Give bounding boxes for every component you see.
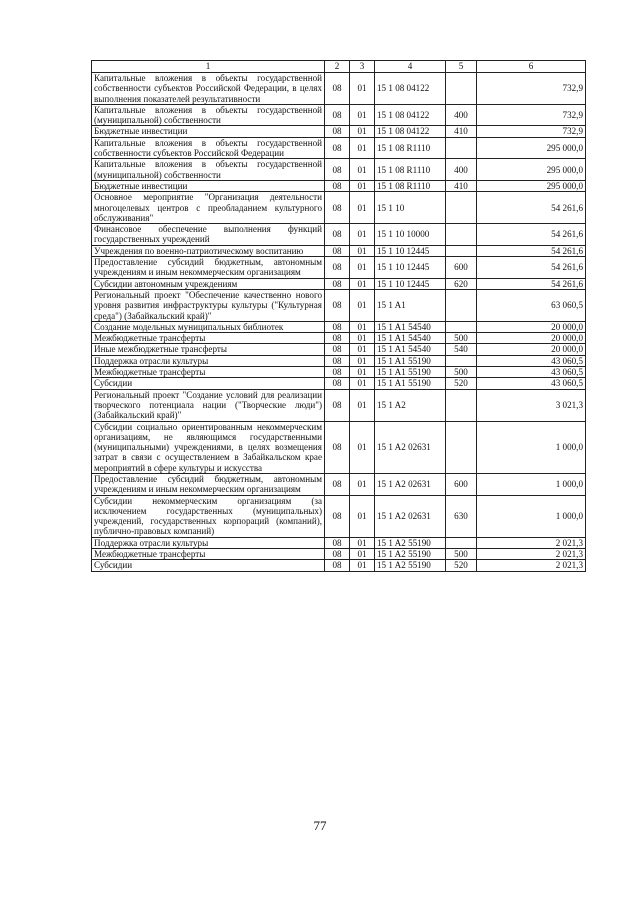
- item-name-cell: Субсидии автономным учреждениям: [92, 278, 325, 289]
- subsection-code-cell: 01: [350, 245, 375, 256]
- amount-cell: 20 000,0: [477, 321, 586, 332]
- item-name-cell: Региональный проект "Обеспечение качественно нового уровня развития инфраструктуры культуры ("Культурная среда") (Забайкальский край)": [92, 289, 325, 321]
- section-code-cell: 08: [325, 495, 350, 537]
- expense-type-code-cell: 540: [446, 344, 477, 355]
- subsection-code-cell: 01: [350, 389, 375, 421]
- subsection-code-cell: 01: [350, 378, 375, 389]
- column-header: 3: [350, 61, 375, 73]
- table-row: [92, 473, 586, 495]
- item-name-cell: Межбюджетные трансферты: [92, 333, 325, 344]
- subsection-code-cell: 01: [350, 104, 375, 126]
- section-code-cell: 08: [325, 224, 350, 246]
- subsection-code-cell: 01: [350, 180, 375, 191]
- item-name-cell: Субсидии: [92, 560, 325, 571]
- amount-cell: 732,9: [477, 104, 586, 126]
- item-name-cell: Поддержка отрасли культуры: [92, 355, 325, 366]
- expense-type-code-cell: [446, 389, 477, 421]
- target-article-code-cell: 15 1 A2: [375, 389, 446, 421]
- item-name-cell: Межбюджетные трансферты: [92, 549, 325, 560]
- table-row: [92, 137, 586, 159]
- subsection-code-cell: 01: [350, 159, 375, 181]
- amount-cell: 54 261,6: [477, 224, 586, 246]
- amount-cell: 43 060,5: [477, 367, 586, 378]
- target-article-code-cell: 15 1 A2 02631: [375, 495, 446, 537]
- expense-type-code-cell: 400: [446, 104, 477, 126]
- item-name-cell: Финансовое обеспечение выполнения функций государственных учреждений: [92, 224, 325, 246]
- expense-type-code-cell: 600: [446, 473, 477, 495]
- expense-type-code-cell: 410: [446, 180, 477, 191]
- target-article-code-cell: 15 1 08 04122: [375, 104, 446, 126]
- section-code-cell: 08: [325, 367, 350, 378]
- target-article-code-cell: 15 1 08 R1110: [375, 159, 446, 181]
- target-article-code-cell: 15 1 A2 55190: [375, 560, 446, 571]
- subsection-code-cell: 01: [350, 289, 375, 321]
- target-article-code-cell: 15 1 A1: [375, 289, 446, 321]
- target-article-code-cell: 15 1 A1 55190: [375, 367, 446, 378]
- amount-cell: 63 060,5: [477, 289, 586, 321]
- section-code-cell: 08: [325, 378, 350, 389]
- expense-type-code-cell: [446, 355, 477, 366]
- section-code-cell: 08: [325, 278, 350, 289]
- table-row: [92, 224, 586, 246]
- expense-type-code-cell: 620: [446, 278, 477, 289]
- expense-type-code-cell: [446, 537, 477, 548]
- item-name-cell: Капитальные вложения в объекты государственной (муниципальной) собственности: [92, 159, 325, 181]
- target-article-code-cell: 15 1 A1 55190: [375, 355, 446, 366]
- table-row: [92, 389, 586, 421]
- amount-cell: 2 021,3: [477, 537, 586, 548]
- table-row: [92, 73, 586, 105]
- subsection-code-cell: 01: [350, 278, 375, 289]
- target-article-code-cell: 15 1 10 12445: [375, 257, 446, 279]
- item-name-cell: Учреждения по военно-патриотическому воспитанию: [92, 245, 325, 256]
- item-name-cell: Иные межбюджетные трансферты: [92, 344, 325, 355]
- subsection-code-cell: 01: [350, 333, 375, 344]
- table-row: [92, 333, 586, 344]
- item-name-cell: Бюджетные инвестиции: [92, 126, 325, 137]
- table-row: [92, 104, 586, 126]
- item-name-cell: Межбюджетные трансферты: [92, 367, 325, 378]
- table-row: [92, 421, 586, 473]
- budget-table: [91, 60, 586, 572]
- section-code-cell: 08: [325, 73, 350, 105]
- section-code-cell: 08: [325, 473, 350, 495]
- section-code-cell: 08: [325, 321, 350, 332]
- subsection-code-cell: 01: [350, 560, 375, 571]
- item-name-cell: Бюджетные инвестиции: [92, 180, 325, 191]
- expense-type-code-cell: [446, 289, 477, 321]
- section-code-cell: 08: [325, 389, 350, 421]
- item-name-cell: Капитальные вложения в объекты государственной собственности субъектов Российской Федерации: [92, 137, 325, 159]
- section-code-cell: 08: [325, 245, 350, 256]
- amount-cell: 20 000,0: [477, 333, 586, 344]
- section-code-cell: 08: [325, 104, 350, 126]
- target-article-code-cell: 15 1 A2 02631: [375, 421, 446, 473]
- page-number: 77: [313, 818, 327, 833]
- target-article-code-cell: 15 1 A2 55190: [375, 549, 446, 560]
- item-name-cell: Капитальные вложения в объекты государственной (муниципальной) собственности: [92, 104, 325, 126]
- column-header: 5: [446, 61, 477, 73]
- table-row: [92, 355, 586, 366]
- item-name-cell: Предоставление субсидий бюджетным, автономным учреждениям и иным некоммерческим организациям: [92, 257, 325, 279]
- amount-cell: 54 261,6: [477, 192, 586, 224]
- item-name-cell: Поддержка отрасли культуры: [92, 537, 325, 548]
- table-row: [92, 192, 586, 224]
- subsection-code-cell: 01: [350, 321, 375, 332]
- section-code-cell: 08: [325, 137, 350, 159]
- target-article-code-cell: 15 1 A2 02631: [375, 473, 446, 495]
- expense-type-code-cell: 500: [446, 367, 477, 378]
- table-row: [92, 321, 586, 332]
- subsection-code-cell: 01: [350, 137, 375, 159]
- amount-cell: 732,9: [477, 73, 586, 105]
- item-name-cell: Субсидии: [92, 378, 325, 389]
- section-code-cell: 08: [325, 355, 350, 366]
- header-row: [92, 61, 586, 73]
- table-body: [92, 73, 586, 572]
- subsection-code-cell: 01: [350, 192, 375, 224]
- target-article-code-cell: 15 1 A1 55190: [375, 378, 446, 389]
- target-article-code-cell: 15 1 A2 55190: [375, 537, 446, 548]
- expense-type-code-cell: [446, 192, 477, 224]
- amount-cell: 1 000,0: [477, 473, 586, 495]
- table-header: [92, 61, 586, 73]
- item-name-cell: Субсидии социально ориентированным некоммерческим организациям, не являющимся государственными (муниципальными) учреждениями, в целях возмещения затрат в связи с осуществлением в Забайкальском крае мероприятий в сфере культуры и искусства: [92, 421, 325, 473]
- item-name-cell: Капитальные вложения в объекты государственной собственности субъектов Российской Федерации, в целях выполнения показателей результативности: [92, 73, 325, 105]
- table-row: [92, 495, 586, 537]
- table-row: [92, 180, 586, 191]
- section-code-cell: 08: [325, 192, 350, 224]
- expense-type-code-cell: [446, 73, 477, 105]
- target-article-code-cell: 15 1 A1 54540: [375, 321, 446, 332]
- section-code-cell: 08: [325, 180, 350, 191]
- item-name-cell: Субсидии некоммерческим организациям (за исключением государственных (муниципальных) учреждений, государственных корпораций (компаний), публично-правовых компаний): [92, 495, 325, 537]
- section-code-cell: 08: [325, 537, 350, 548]
- amount-cell: 295 000,0: [477, 180, 586, 191]
- target-article-code-cell: 15 1 10 12445: [375, 245, 446, 256]
- column-header: 1: [92, 61, 325, 73]
- subsection-code-cell: 01: [350, 473, 375, 495]
- amount-cell: 295 000,0: [477, 159, 586, 181]
- target-article-code-cell: 15 1 A1 54540: [375, 333, 446, 344]
- subsection-code-cell: 01: [350, 73, 375, 105]
- subsection-code-cell: 01: [350, 257, 375, 279]
- subsection-code-cell: 01: [350, 367, 375, 378]
- amount-cell: 54 261,6: [477, 245, 586, 256]
- expense-type-code-cell: 630: [446, 495, 477, 537]
- column-header: 6: [477, 61, 586, 73]
- target-article-code-cell: 15 1 08 R1110: [375, 180, 446, 191]
- expense-type-code-cell: 520: [446, 378, 477, 389]
- expense-type-code-cell: [446, 421, 477, 473]
- subsection-code-cell: 01: [350, 224, 375, 246]
- amount-cell: 1 000,0: [477, 495, 586, 537]
- table-row: [92, 257, 586, 279]
- expense-type-code-cell: [446, 224, 477, 246]
- target-article-code-cell: 15 1 08 R1110: [375, 137, 446, 159]
- table-row: [92, 278, 586, 289]
- subsection-code-cell: 01: [350, 126, 375, 137]
- expense-type-code-cell: [446, 245, 477, 256]
- target-article-code-cell: 15 1 10 10000: [375, 224, 446, 246]
- table-row: [92, 549, 586, 560]
- table-row: [92, 378, 586, 389]
- amount-cell: 43 060,5: [477, 355, 586, 366]
- subsection-code-cell: 01: [350, 355, 375, 366]
- section-code-cell: 08: [325, 289, 350, 321]
- item-name-cell: Предоставление субсидий бюджетным, автономным учреждениям и иным некоммерческим организациям: [92, 473, 325, 495]
- expense-type-code-cell: 400: [446, 159, 477, 181]
- table-row: [92, 245, 586, 256]
- table-row: [92, 159, 586, 181]
- subsection-code-cell: 01: [350, 495, 375, 537]
- column-header: 2: [325, 61, 350, 73]
- amount-cell: 20 000,0: [477, 344, 586, 355]
- expense-type-code-cell: 500: [446, 333, 477, 344]
- expense-type-code-cell: [446, 137, 477, 159]
- expense-type-code-cell: 500: [446, 549, 477, 560]
- section-code-cell: 08: [325, 159, 350, 181]
- amount-cell: 2 021,3: [477, 560, 586, 571]
- section-code-cell: 08: [325, 126, 350, 137]
- table-row: [92, 367, 586, 378]
- target-article-code-cell: 15 1 10 12445: [375, 278, 446, 289]
- section-code-cell: 08: [325, 421, 350, 473]
- item-name-cell: Создание модельных муниципальных библиотек: [92, 321, 325, 332]
- amount-cell: 54 261,6: [477, 257, 586, 279]
- expense-type-code-cell: 520: [446, 560, 477, 571]
- target-article-code-cell: 15 1 10: [375, 192, 446, 224]
- expense-type-code-cell: 600: [446, 257, 477, 279]
- amount-cell: 43 060,5: [477, 378, 586, 389]
- amount-cell: 54 261,6: [477, 278, 586, 289]
- target-article-code-cell: 15 1 A1 54540: [375, 344, 446, 355]
- target-article-code-cell: 15 1 08 04122: [375, 73, 446, 105]
- amount-cell: 1 000,0: [477, 421, 586, 473]
- subsection-code-cell: 01: [350, 421, 375, 473]
- item-name-cell: Региональный проект "Создание условий для реализации творческого потенциала нации ("Творческие люди") (Забайкальский край)": [92, 389, 325, 421]
- subsection-code-cell: 01: [350, 537, 375, 548]
- expense-type-code-cell: 410: [446, 126, 477, 137]
- section-code-cell: 08: [325, 333, 350, 344]
- section-code-cell: 08: [325, 344, 350, 355]
- subsection-code-cell: 01: [350, 344, 375, 355]
- section-code-cell: 08: [325, 257, 350, 279]
- table-row: [92, 289, 586, 321]
- target-article-code-cell: 15 1 08 04122: [375, 126, 446, 137]
- table-row: [92, 560, 586, 571]
- table-row: [92, 126, 586, 137]
- amount-cell: 732,9: [477, 126, 586, 137]
- item-name-cell: Основное мероприятие "Организация деятельности многоцелевых центров с преобладанием культурного обслуживания": [92, 192, 325, 224]
- section-code-cell: 08: [325, 560, 350, 571]
- subsection-code-cell: 01: [350, 549, 375, 560]
- amount-cell: 2 021,3: [477, 549, 586, 560]
- section-code-cell: 08: [325, 549, 350, 560]
- amount-cell: 3 021,3: [477, 389, 586, 421]
- table-row: [92, 344, 586, 355]
- expense-type-code-cell: [446, 321, 477, 332]
- column-header: 4: [375, 61, 446, 73]
- amount-cell: 295 000,0: [477, 137, 586, 159]
- table-row: [92, 537, 586, 548]
